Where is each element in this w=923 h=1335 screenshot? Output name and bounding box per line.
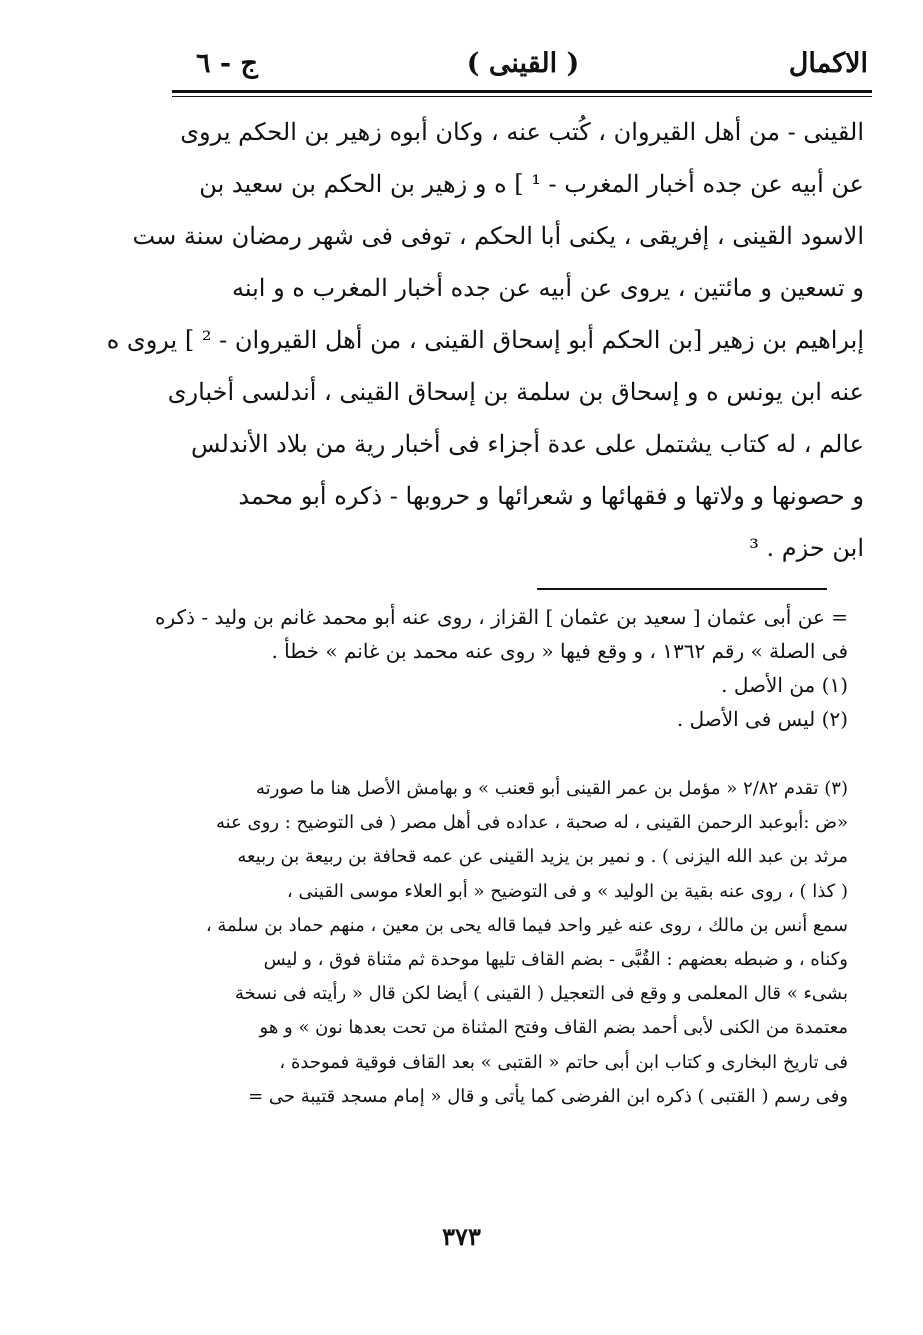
footnote-line: وكناه ، و ضبطه بعضهم : القُبَّى - بضم القاف تليها موحدة ثم مثناة فوق ، و ليس [263,948,848,970]
footnote-line: مرثد بن عبد الله اليزنى ) . و نمير بن يزيد القينى عن عمه قحافة بن ربيعة بن ربيعه [237,846,848,868]
book-title: الاكمال [788,48,868,79]
footnote-line: وفى رسم ( القتبى ) ذكره ابن الفرضى كما يأتى و قال « إمام مسجد قتيبة حى = [248,1085,848,1107]
footnote-line: ( كذا ) ، روى عنه بقية بن الوليد » و فى التوضيح « أبو العلاء موسى القينى ، [286,880,848,902]
page-header [178,32,868,92]
text-line: الاسود القينى ، إفريقى ، يكنى أبا الحكم ، توفى فى شهر رمضان سنة ست [132,222,864,250]
main-text [106,106,864,574]
footnote-line: فى الصلة » رقم ١٣٦٢ ، و وقع فيها « روى عنه محمد بن غانم » خطأ . [271,639,848,663]
header-divider-thin [172,96,872,97]
text-line: عن أبيه عن جده أخبار المغرب - ¹ ] ه و زهير بن الحكم بن سعيد بن [199,170,864,198]
footnote-separator [537,588,827,590]
footnote-line: فى تاريخ البخارى و كتاب ابن أبى حاتم « القتبى » بعد القاف فوقية فموحدة ، [279,1051,848,1073]
footnote-line: «ض :أبوعبد الرحمن القينى ، له صحبة ، عداده فى أهل مصر ( فى التوضيح : روى عنه [216,812,848,834]
page-number: ٣٧٣ [442,1222,481,1251]
footnote-line: (٣) تقدم ٢/٨٢ « مؤمل بن عمر القينى أبو قعنب » و بهامش الأصل هنا ما صورته [256,778,848,799]
footnote-line: = عن أبى عثمان [ سعيد بن عثمان ] القزاز ، روى عنه أبو محمد غانم بن وليد - ذكره [155,605,848,629]
footnote-1: (١) من الأصل . [721,673,848,697]
volume-label: ج - ٦ [196,48,258,79]
text-line: القينى - من أهل القيروان ، كُتب عنه ، وكان أبوه زهير بن الحكم يروى [180,118,864,146]
section-title: ( القينى ) [466,48,580,79]
text-line: و تسعين و مائتين ، يروى عن أبيه عن جده أخبار المغرب ه و ابنه [232,274,864,302]
footnote-line: معتمدة من الكنى لأبى أحمد بضم القاف وفتح المثناة من تحت بعدها نون » و هو [259,1017,848,1039]
footnote-line: بشىء » قال المعلمى و وقع فى التعجيل ( القينى ) أيضا لكن قال « رأيته فى نسخة [234,983,848,1005]
text-line: ابن حزم . ³ [749,534,864,562]
text-line: عالم ، له كتاب يشتمل على عدة أجزاء فى أخبار رية من بلاد الأندلس [190,430,864,458]
footnote-line: سمع أنس بن مالك ، روى عنه غير واحد فيما قاله يحى بن معين ، منهم حماد بن سلمة ، [205,914,848,936]
text-line: و حصونها و ولاتها و فقهائها و شعرائها و حروبها - ذكره أبو محمد [238,482,864,510]
text-line: إبراهيم بن زهير [بن الحكم أبو إسحاق القينى ، من أهل القيروان - ² ] يروى ه [106,326,864,354]
footnotes [155,600,848,736]
footnote-3 [180,772,848,1114]
footnote-2: (٢) ليس فى الأصل . [676,707,848,731]
text-line: عنه ابن يونس ه و إسحاق بن سلمة بن إسحاق القينى ، أندلسى أخبارى [167,378,864,406]
header-divider [172,90,872,93]
